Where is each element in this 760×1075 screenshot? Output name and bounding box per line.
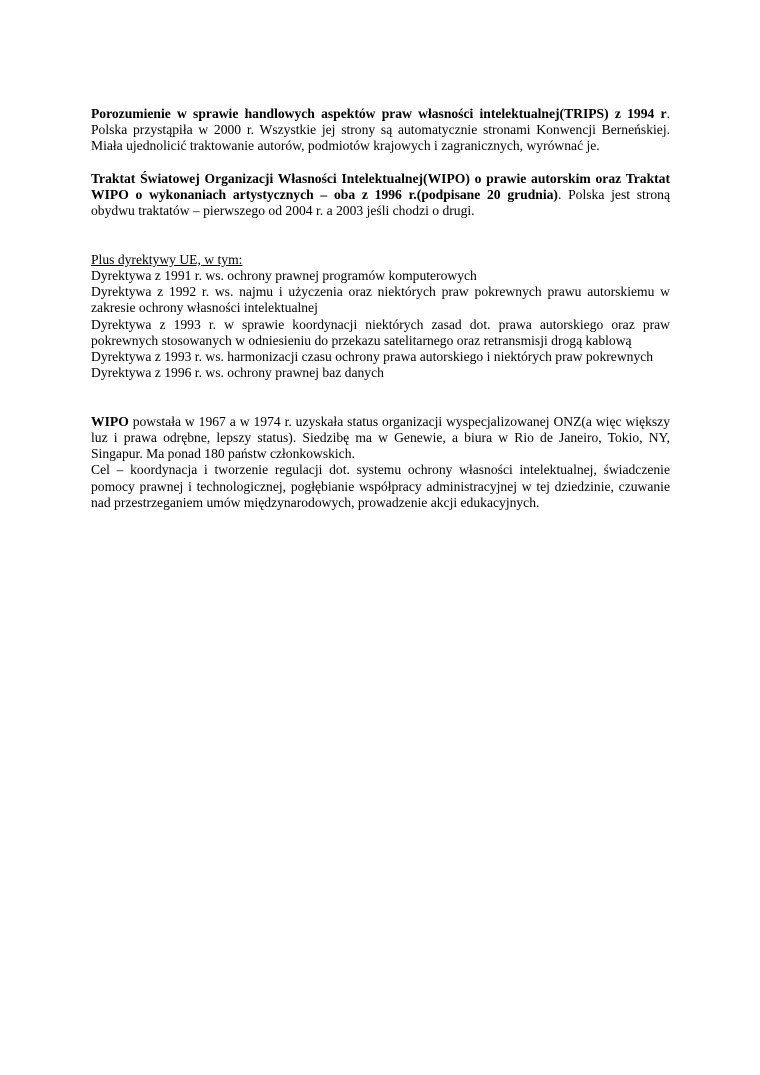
directive-item: Dyrektywa z 1996 r. ws. ochrony prawnej baz danych xyxy=(91,365,384,381)
trips-title-period: . xyxy=(666,106,670,121)
wipo-org-paragraph xyxy=(91,414,670,463)
wipo-treaty-paragraph xyxy=(91,171,670,220)
wipo-org-name: WIPO xyxy=(91,413,129,429)
wipo-treaty-body: . Polska jest stroną obydwu traktatów – pierwszego od 2004 r. a 2003 jeśli chodzi o drugi. xyxy=(91,187,670,219)
directive-item: Dyrektywa z 1993 r. w sprawie koordynacji niektórych zasad dot. prawa autorskiego oraz praw pokrewnych stosowanych w odniesieniu do przekazu satelitarnego oraz retransmisji drogą kablową xyxy=(91,316,670,348)
trips-body: Polska przystąpiła w 2000 r. Wszystkie jej strony są automatycznie stronami Konwencji Berneńskiej. Miała ujednolicić traktowanie autorów, podmiotów krajowych i zagranicznych, wyrównać je. xyxy=(91,122,670,154)
spacer xyxy=(91,381,670,413)
directive-item: Dyrektywa z 1993 r. ws. harmonizacji czasu ochrony prawa autorskiego i niektórych praw pokrewnych xyxy=(91,349,654,365)
wipo-org-body: powstała w 1967 a w 1974 r. uzyskała status organizacji wyspecjalizowanej ONZ(a więc większy luz i prawa odrębne, lepszy status). Siedzibę ma w Genewie, a biura w Rio de Janeiro, Tokio, NY, Singapur. Ma ponad 180 państw członkowskich. xyxy=(91,413,670,462)
spacer xyxy=(91,155,670,171)
trips-title: Porozumienie w sprawie handlowych aspektów praw własności intelektualnej(TRIPS) z 1994 r xyxy=(91,106,667,121)
directive-item: Dyrektywa z 1991 r. ws. ochrony prawnej programów komputerowych xyxy=(91,268,477,283)
directive-item: Dyrektywa z 1992 r. ws. najmu i użyczenia oraz niektórych praw pokrewnych prawu autorskiemu w zakresie ochrony własności intelektualnej xyxy=(91,284,670,316)
trips-paragraph xyxy=(91,106,670,155)
document-content xyxy=(91,106,670,511)
directives-heading-text: Plus dyrektywy UE, w tym: xyxy=(91,251,243,267)
wipo-treaty-title: Traktat Światowej Organizacji Własności Intelektualnej(WIPO) o prawie autorskim oraz Traktat WIPO o wykonaniach artystycznych – oba z 1996 r.(podpisane 20 grudnia) xyxy=(91,170,670,202)
wipo-goal-paragraph: Cel – koordynacja i tworzenie regulacji dot. systemu ochrony własności intelektualnej, świadczenie pomocy prawnej i technologicznej, pogłębianie współpracy administracyjnej w tej dziedzinie, czuwanie nad przestrzeganiem umów międzynarodowych, prowadzenie akcji edukacyjnych. xyxy=(91,462,670,510)
spacer xyxy=(91,219,670,251)
directives-heading xyxy=(91,252,670,268)
